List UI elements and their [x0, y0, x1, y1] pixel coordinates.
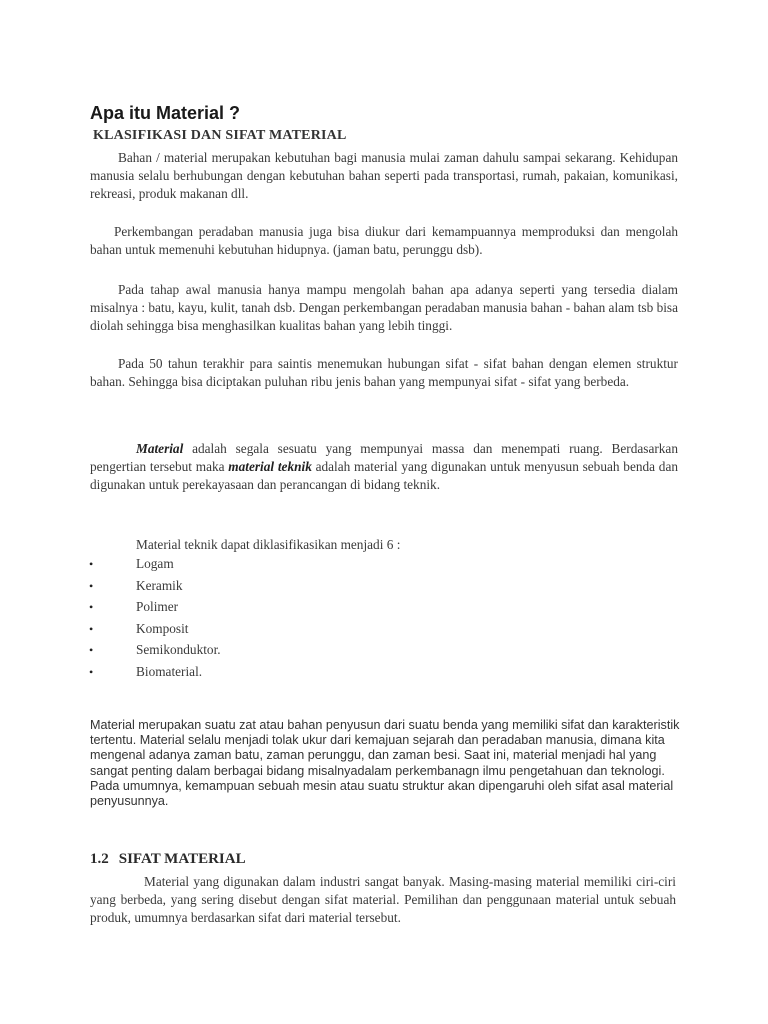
paragraph-intro: Bahan / material merupakan kebutuhan bagi manusia mulai zaman dahulu sampai sekarang. Kehidupan manusia selalu berhubungan dengan kebutuhan bahan seperti pada transportasi, rumah, pakaian, komunikasi, rekreasi, produk makanan dll.	[90, 150, 678, 201]
classification-intro: Material teknik dapat diklasifikasikan menjadi 6 :	[136, 537, 401, 552]
paragraph-definition	[90, 440, 678, 494]
term-material: Material	[136, 441, 184, 456]
definition-text-2: adalah material yang digunakan untuk menyusun sebuah benda dan digunakan untuk perekayasaan dan perancangan di bidang teknik.	[90, 459, 679, 492]
section-number: 1.2	[90, 851, 109, 867]
section-heading	[90, 851, 246, 868]
list-item-label: Logam	[136, 556, 174, 571]
page-title: Apa itu Material ?	[90, 103, 241, 123]
list-item-label: Komposit	[136, 620, 189, 636]
paragraph-last-50-years: Pada 50 tahun terakhir para saintis menemukan hubungan sifat - sifat bahan dengan elemen struktur bahan. Sehingga bisa diciptakan puluhan ribu jenis bahan yang mempunyai sifat - sifat yang berbeda.	[90, 356, 678, 389]
bullet-icon: •	[89, 621, 94, 636]
bullet-icon: •	[89, 578, 94, 593]
paragraph-summary: Material merupakan suatu zat atau bahan penyusun dari suatu benda yang memiliki sifat dan karakteristik tertentu. Material selalu menjadi tolak ukur dari kemajuan sejarah dan peradaban manusia, dimana kita mengenal adanya zaman batu, zaman perunggu, dan zaman besi. Saat ini, material menjadi hal yang sangat penting dalam berbagai bidang misalnyadalam perkembanagn ilmu pengetahuan dan teknologi. Pada umumnya, kemampuan sebuah mesin atau suatu struktur akan dipengaruhi oleh sifat asal material penyusunnya.	[90, 718, 680, 809]
paragraph-civilization: Perkembangan peradaban manusia juga bisa diukur dari kemampuannya memproduksi dan mengolah bahan untuk memenuhi kebutuhan hidupnya. (jaman batu, perunggu dsb).	[90, 224, 678, 257]
list-item-label: Keramik	[136, 577, 183, 593]
paragraph-early-stage: Pada tahap awal manusia hanya mampu mengolah bahan apa adanya seperti yang tersedia dialam misalnya : batu, kayu, kulit, tanah dsb. Dengan perkembangan peradaban manusia bahan - bahan alam tsb bisa diolah sehingga bisa menghasilkan kualitas bahan yang lebih tinggi.	[90, 282, 678, 333]
section-title: SIFAT MATERIAL	[118, 851, 246, 867]
bullet-icon: •	[89, 557, 94, 571]
bullet-icon: •	[89, 643, 94, 658]
paragraph-sifat-material: Material yang digunakan dalam industri sangat banyak. Masing-masing material memiliki ciri-ciri yang berbeda, yang sering disebut dengan sifat material. Pemilihan dan penggunaan material untuk sebuah produk, umumnya berdasarkan sifat dari material tersebut.	[90, 874, 676, 925]
term-material-teknik: material teknik	[228, 459, 312, 474]
definition-text-1: adalah segala sesuatu yang mempunyai massa dan menempati ruang. Berdasarkan pengertian tersebut maka	[90, 441, 678, 474]
page-subtitle: KLASIFIKASI DAN SIFAT MATERIAL	[93, 128, 347, 143]
bullet-icon: •	[89, 600, 94, 615]
list-item-label: Semikonduktor.	[136, 642, 221, 658]
list-item-label: Polimer	[136, 599, 179, 615]
bullet-icon: •	[89, 664, 94, 679]
list-item-label: Biomaterial.	[136, 663, 203, 679]
